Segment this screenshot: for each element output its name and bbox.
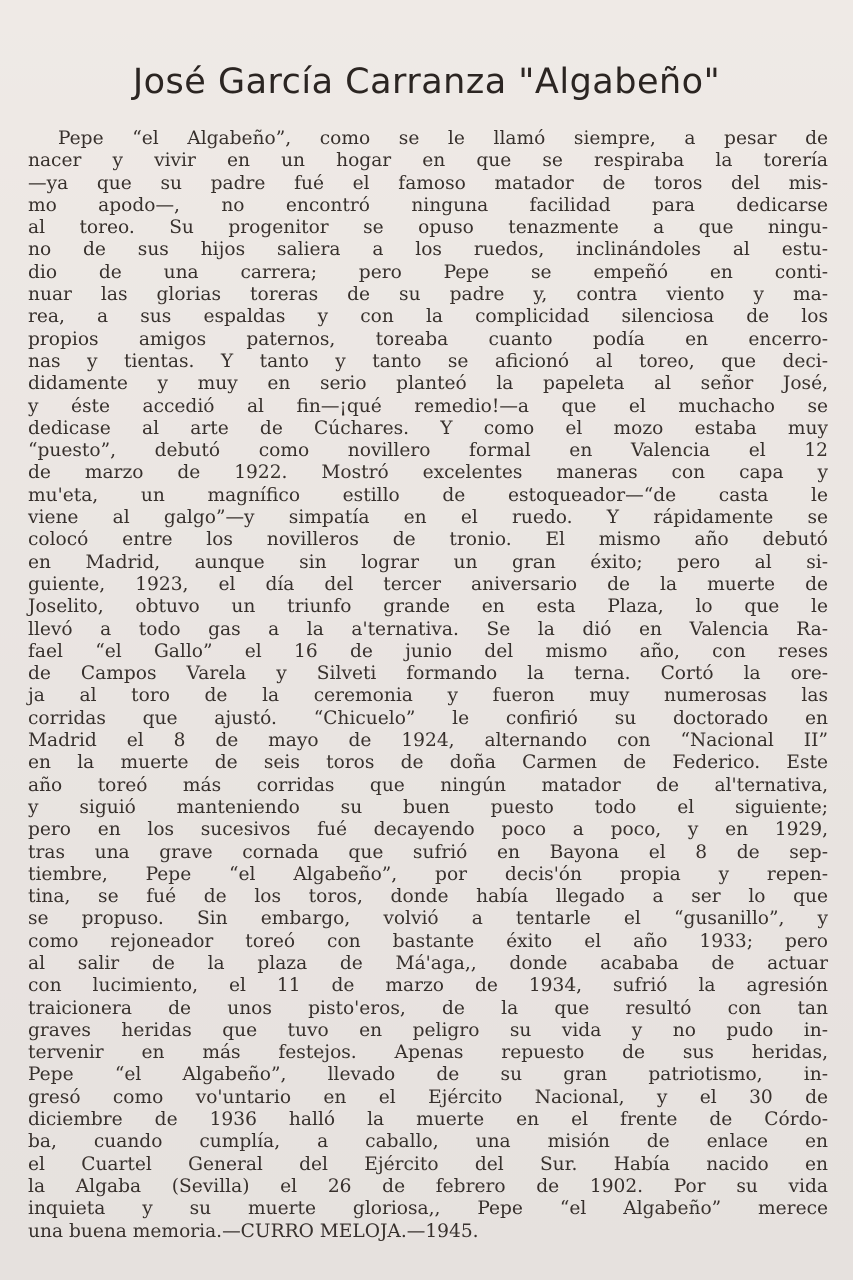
text-line: mu'eta, un magnífico estillo de estoqueador—“de casta le (28, 484, 828, 506)
text-line: inquieta y su muerte gloriosa,, Pepe “el Algabeño” merece (28, 1198, 828, 1220)
text-line: al salir de la plaza de Má'aga,, donde acababa de actuar (28, 952, 828, 974)
text-line: de Campos Varela y Silveti formando la terna. Cortó la ore- (28, 663, 828, 685)
text-line: tina, se fué de los toros, donde había llegado a ser lo que (28, 886, 828, 908)
text-line: propios amigos paternos, toreaba cuanto podía en encerro- (28, 328, 828, 350)
text-line-signature: una buena memoria.—CURRO MELOJA.—1945. (28, 1220, 479, 1242)
text-line: gresó como vo'untario en el Ejército Nacional, y el 30 de (28, 1086, 828, 1108)
text-line: en Madrid, aunque sin lograr un gran éxito; pero al si- (28, 551, 828, 573)
document-title: José García Carranza "Algabeño" (132, 62, 721, 102)
text-line: Joselito, obtuvo un triunfo grande en esta Plaza, lo que le (28, 596, 828, 618)
text-line: al toreo. Su progenitor se opuso tenazmente a que ningu- (28, 217, 828, 239)
text-line: fael “el Gallo” el 16 de junio del mismo año, con reses (28, 640, 828, 662)
text-line: nas y tientas. Y tanto y tanto se aficionó al toreo, que deci- (28, 350, 828, 372)
text-line: ja al toro de la ceremonia y fueron muy numerosas las (28, 685, 828, 707)
text-line: Madrid el 8 de mayo de 1924, alternando con “Nacional II” (28, 730, 828, 752)
text-line: y siguió manteniendo su buen puesto todo el siguiente; (28, 796, 828, 818)
text-line: se propuso. Sin embargo, volvió a tentarle el “gusanillo”, y (28, 908, 828, 930)
biography-text (28, 128, 828, 1243)
text-line: año toreó más corridas que ningún matador de al'ternativa, (28, 774, 828, 796)
text-line: Pepe “el Algabeño”, llevado de su gran patriotismo, in- (28, 1064, 828, 1086)
text-line: tras una grave cornada que sufrió en Bayona el 8 de sep- (28, 841, 828, 863)
text-line: como rejoneador toreó con bastante éxito el año 1933; pero (28, 930, 828, 952)
text-line: nuar las glorias toreras de su padre y, contra viento y ma- (28, 284, 828, 306)
text-line: no de sus hijos saliera a los ruedos, inclinándoles al estu- (28, 239, 828, 261)
text-line: dedicase al arte de Cúchares. Y como el mozo estaba muy (28, 417, 828, 439)
text-line: viene al galgo”—y simpatía en el ruedo. Y rápidamente se (28, 507, 828, 529)
text-line: didamente y muy en serio planteó la papeleta al señor José, (28, 373, 828, 395)
text-line: con lucimiento, el 11 de marzo de 1934, sufrió la agresión (28, 975, 828, 997)
text-line: de marzo de 1922. Mostró excelentes maneras con capa y (28, 462, 828, 484)
text-line: llevó a todo gas a la a'ternativa. Se la dió en Valencia Ra- (28, 618, 828, 640)
text-line: el Cuartel General del Ejército del Sur. Había nacido en (28, 1153, 828, 1175)
text-line: rea, a sus espaldas y con la complicidad silenciosa de los (28, 306, 828, 328)
text-line: graves heridas que tuvo en peligro su vida y no pudo in- (28, 1019, 828, 1041)
text-line: pero en los sucesivos fué decayendo poco a poco, y en 1929, (28, 819, 828, 841)
text-line: tiembre, Pepe “el Algabeño”, por decis'ón propia y repen- (28, 863, 828, 885)
text-line: diciembre de 1936 halló la muerte en el frente de Córdo- (28, 1109, 828, 1131)
text-line: la Algaba (Sevilla) el 26 de febrero de 1902. Por su vida (28, 1175, 828, 1197)
text-line: corridas que ajustó. “Chicuelo” le confirió su doctorado en (28, 707, 828, 729)
text-line: traicionera de unos pisto'eros, de la que resultó con tan (28, 997, 828, 1019)
text-line: mo apodo—, no encontró ninguna facilidad para dedicarse (28, 194, 828, 216)
text-line: guiente, 1923, el día del tercer aniversario de la muerte de (28, 573, 828, 595)
text-line: dio de una carrera; pero Pepe se empeñó en conti- (28, 261, 828, 283)
text-line: —ya que su padre fué el famoso matador de toros del mis- (28, 172, 828, 194)
text-line: “puesto”, debutó como novillero formal en Valencia el 12 (28, 440, 828, 462)
text-line: y éste accedió al fin—¡qué remedio!—a que el muchacho se (28, 395, 828, 417)
text-line: en la muerte de seis toros de doña Carmen de Federico. Este (28, 752, 828, 774)
text-line: tervenir en más festejos. Apenas repuesto de sus heridas, (28, 1042, 828, 1064)
text-line: Pepe “el Algabeño”, como se le llamó siempre, a pesar de (58, 128, 828, 149)
text-line: ba, cuando cumplía, a caballo, una misión de enlace en (28, 1131, 828, 1153)
text-line: colocó entre los novilleros de tronio. El mismo año debutó (28, 529, 828, 551)
text-line: nacer y vivir en un hogar en que se respiraba la torería (28, 150, 828, 172)
